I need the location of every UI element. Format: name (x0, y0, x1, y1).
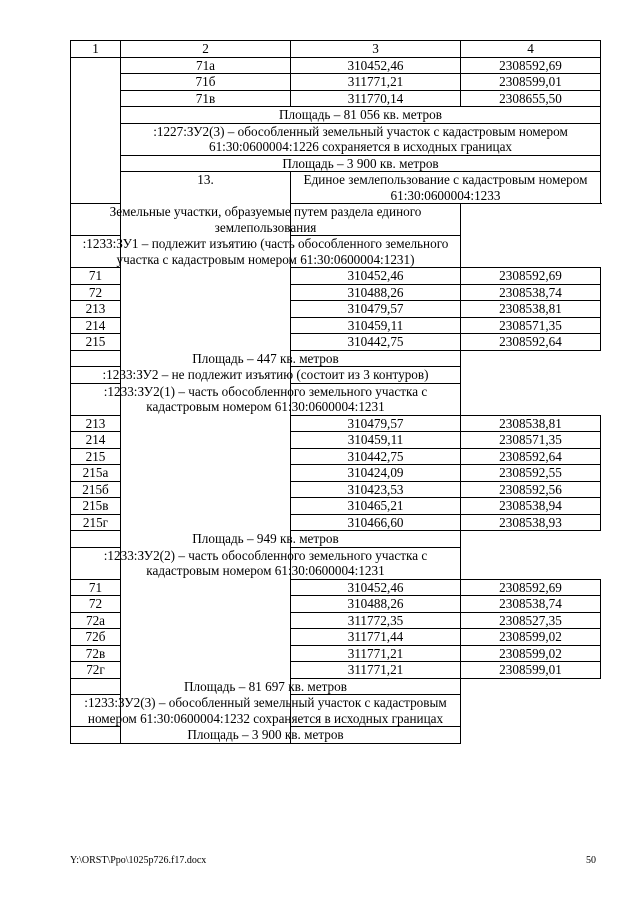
note-row (71, 123, 601, 155)
point-name: 72 (71, 596, 121, 613)
coord-y: 2308538,94 (461, 498, 601, 515)
coord-x: 310466,60 (291, 514, 461, 531)
coord-x: 310488,26 (291, 596, 461, 613)
point-name: 71б (121, 74, 291, 91)
point-name: 215г (71, 514, 121, 531)
point-name: 215а (71, 465, 121, 482)
column-number-1: 1 (71, 41, 121, 58)
footer-file-path: Y:\ORST\Ppo\1025p726.f17.docx (70, 855, 207, 866)
coord-y: 2308592,64 (461, 334, 601, 351)
table-row (71, 57, 601, 74)
point-name: 214 (71, 432, 121, 449)
point-name: 72г (71, 662, 121, 679)
coord-x: 310459,11 (291, 317, 461, 334)
area-row (71, 531, 601, 548)
item-title-row (71, 172, 601, 204)
point-name: 71 (71, 579, 121, 596)
point-name: 215 (71, 448, 121, 465)
coord-x: 311772,35 (291, 612, 461, 629)
point-name: 72а (71, 612, 121, 629)
subtitle-row (71, 204, 601, 236)
table-row (71, 74, 601, 91)
point-name: 72б (71, 629, 121, 646)
coord-y: 2308592,55 (461, 465, 601, 482)
point-name: 213 (71, 301, 121, 318)
plot-heading: :1233:ЗУ2(2) – часть обособленного земельного участка с кадастровым номером 61:30:0600004:1231 (71, 547, 461, 579)
area-text: Площадь – 3 900 кв. метров (71, 727, 461, 744)
coord-x: 311771,21 (291, 662, 461, 679)
coord-x: 310442,75 (291, 448, 461, 465)
plot-heading: :1233:ЗУ2 – не подлежит изъятию (состоит из 3 контуров) (71, 367, 461, 384)
area-row (71, 727, 601, 744)
column-number-2: 2 (121, 41, 291, 58)
coord-x: 310423,53 (291, 481, 461, 498)
coord-y: 2308571,35 (461, 432, 601, 449)
plot-heading: :1233:ЗУ2(1) – часть обособленного земельного участка с кадастровым номером 61:30:0600004:1231 (71, 383, 461, 415)
area-text: Площадь – 81 056 кв. метров (121, 107, 601, 124)
coord-y: 2308655,50 (461, 90, 601, 107)
point-name: 72в (71, 645, 121, 662)
item-title: Единое землепользование с кадастровым номером 61:30:0600004:1233 (291, 172, 601, 204)
item-number: 13. (121, 172, 291, 744)
table-header-row (71, 41, 601, 58)
coord-x: 310452,46 (291, 57, 461, 74)
coord-y: 2308592,69 (461, 579, 601, 596)
coord-y: 2308599,02 (461, 645, 601, 662)
coord-x: 310479,57 (291, 301, 461, 318)
area-text: Площадь – 447 кв. метров (71, 350, 461, 367)
item-subtitle: Земельные участки, образуемые путем раздела единого землепользования (71, 204, 461, 236)
point-name: 215 (71, 334, 121, 351)
column-number-3: 3 (291, 41, 461, 58)
note-text: :1227:ЗУ2(3) – обособленный земельный участок с кадастровым номером 61:30:0600004:1226 сохраняется в исходных границах (121, 123, 601, 155)
heading-row (71, 547, 601, 579)
point-name: 71в (121, 90, 291, 107)
heading-row (71, 367, 601, 384)
coord-x: 311770,14 (291, 90, 461, 107)
point-name: 215б (71, 481, 121, 498)
area-text: Площадь – 81 697 кв. метров (71, 678, 461, 695)
coord-x: 310488,26 (291, 284, 461, 301)
area-row (71, 155, 601, 172)
coord-y: 2308538,93 (461, 514, 601, 531)
coord-x: 311771,21 (291, 645, 461, 662)
coord-x: 310465,21 (291, 498, 461, 515)
coord-x: 311771,21 (291, 74, 461, 91)
coord-x: 310459,11 (291, 432, 461, 449)
column-number-4: 4 (461, 41, 601, 58)
coord-y: 2308538,74 (461, 284, 601, 301)
coord-x: 310424,09 (291, 465, 461, 482)
area-text: Площадь – 3 900 кв. метров (121, 155, 601, 172)
coord-y: 2308538,74 (461, 596, 601, 613)
coord-x: 310452,46 (291, 579, 461, 596)
heading-row (71, 695, 601, 727)
area-row (71, 107, 601, 124)
point-name: 72 (71, 284, 121, 301)
point-name: 71 (71, 268, 121, 285)
point-name: 214 (71, 317, 121, 334)
area-row (71, 678, 601, 695)
coord-y: 2308599,01 (461, 74, 601, 91)
coord-y: 2308599,02 (461, 629, 601, 646)
point-name: 71а (121, 57, 291, 74)
point-name: 215в (71, 498, 121, 515)
coord-y: 2308592,64 (461, 448, 601, 465)
empty-number-cell (71, 57, 121, 204)
coord-x: 311771,44 (291, 629, 461, 646)
point-name: 213 (71, 415, 121, 432)
coord-y: 2308592,69 (461, 268, 601, 285)
coord-x: 310442,75 (291, 334, 461, 351)
coord-y: 2308538,81 (461, 301, 601, 318)
coord-x: 310452,46 (291, 268, 461, 285)
coord-x: 310479,57 (291, 415, 461, 432)
coord-y: 2308599,01 (461, 662, 601, 679)
area-row (71, 350, 601, 367)
table-row (71, 90, 601, 107)
coordinates-table (70, 40, 601, 744)
coord-y: 2308527,35 (461, 612, 601, 629)
plot-heading: :1233:ЗУ1 – подлежит изъятию (часть обособленного земельного участка с кадастровым номером 61:30:0600004:1231) (71, 236, 461, 268)
footer-page-number: 50 (586, 855, 596, 866)
heading-row (71, 383, 601, 415)
heading-row (71, 236, 601, 268)
coord-y: 2308571,35 (461, 317, 601, 334)
coord-y: 2308592,56 (461, 481, 601, 498)
area-text: Площадь – 949 кв. метров (71, 531, 461, 548)
coord-y: 2308592,69 (461, 57, 601, 74)
coord-y: 2308538,81 (461, 415, 601, 432)
plot-heading: :1233:ЗУ2(3) – обособленный земельный участок с кадастровым номером 61:30:0600004:1232 сохраняется в исходных границах (71, 695, 461, 727)
